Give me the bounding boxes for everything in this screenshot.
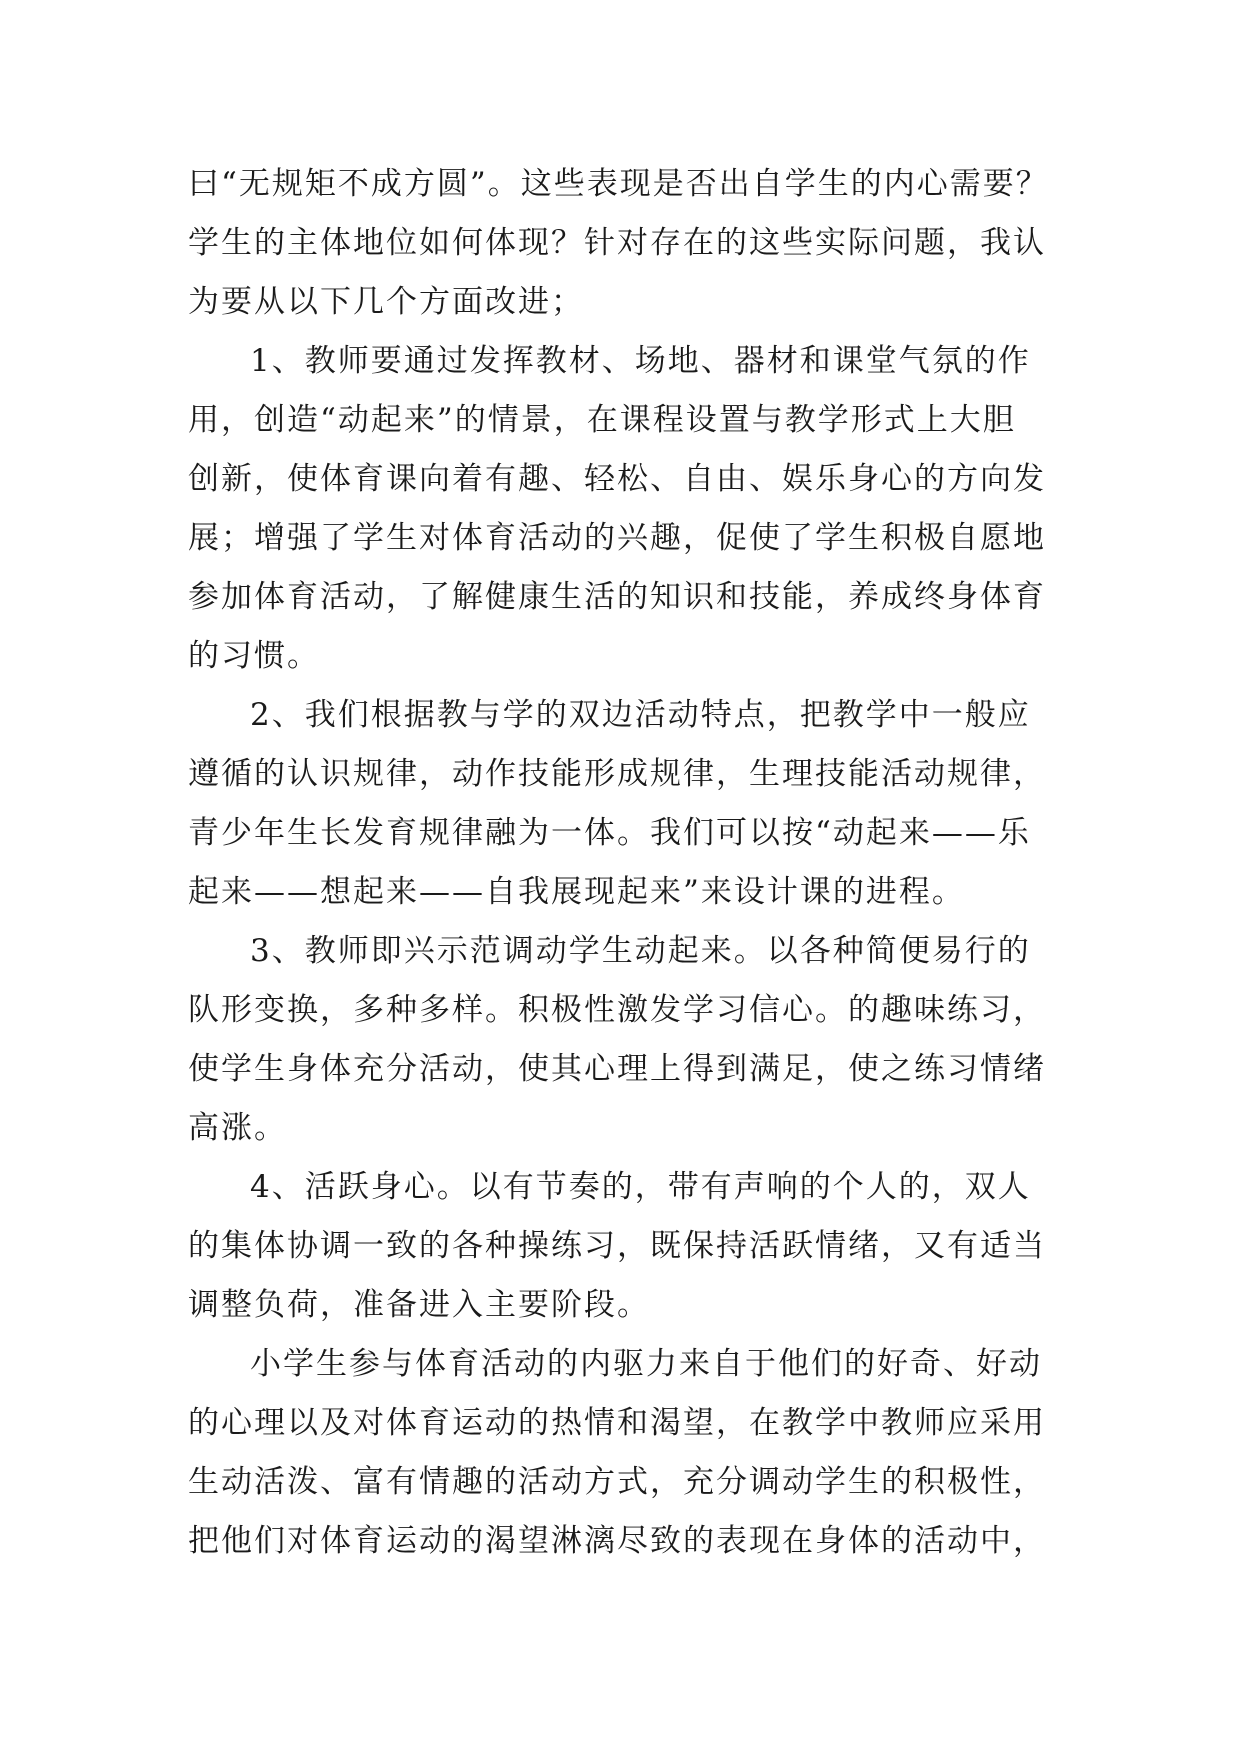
text-line: 队形变换，多种多样。积极性激发学习信心。的趣味练习， (188, 992, 1046, 1028)
text-line: 生动活泼、富有情趣的活动方式，充分调动学生的积极性， (188, 1464, 1046, 1500)
text-line: 为要从以下几个方面改进； (188, 284, 584, 320)
text-line: 使学生身体充分活动，使其心理上得到满足，使之练习情绪 (188, 1051, 1046, 1087)
text-line: 学生的主体地位如何体现？针对存在的这些实际问题，我认 (188, 225, 1046, 261)
text-line: 4、活跃身心。以有节奏的，带有声响的个人的，双人 (250, 1169, 1031, 1205)
text-line: 高涨。 (188, 1110, 287, 1146)
text-line: 展；增强了学生对体育活动的兴趣，促使了学生积极自愿地 (188, 520, 1046, 556)
paragraph-point-3 (188, 922, 1048, 1158)
text-line: 青少年生长发育规律融为一体。我们可以按“动起来——乐 (188, 815, 1031, 851)
text-line: 小学生参与体育活动的内驱力来自于他们的好奇、好动 (250, 1346, 1042, 1382)
text-line: 的习惯。 (188, 638, 320, 674)
text-line: 调整负荷，准备进入主要阶段。 (188, 1287, 650, 1323)
text-line: 参加体育活动，了解健康生活的知识和技能，养成终身体育 (188, 579, 1046, 615)
text-line: 遵循的认识规律，动作技能形成规律，生理技能活动规律， (188, 756, 1046, 792)
text-line: 1、教师要通过发挥教材、场地、器材和课堂气氛的作 (250, 343, 1031, 379)
text-line: 2、我们根据教与学的双边活动特点，把教学中一般应 (250, 697, 1031, 733)
paragraph-point-4 (188, 1158, 1048, 1335)
text-line: 的集体协调一致的各种操练习，既保持活跃情绪，又有适当 (188, 1228, 1046, 1264)
paragraph-point-1 (188, 332, 1048, 686)
paragraph-intro (188, 155, 1048, 332)
paragraph-point-2 (188, 686, 1048, 922)
document-body (188, 155, 1048, 1571)
text-line: 把他们对体育运动的渴望淋漓尽致的表现在身体的活动中， (188, 1523, 1046, 1559)
text-line: 起来——想起来——自我展现起来”来设计课的进程。 (188, 874, 965, 910)
paragraph-closing (188, 1335, 1048, 1571)
text-line: 创新，使体育课向着有趣、轻松、自由、娱乐身心的方向发 (188, 461, 1046, 497)
text-line: 曰“无规矩不成方圆”。这些表现是否出自学生的内心需要？ (188, 166, 1049, 202)
text-line: 的心理以及对体育运动的热情和渴望，在教学中教师应采用 (188, 1405, 1046, 1441)
text-line: 3、教师即兴示范调动学生动起来。以各种简便易行的 (250, 933, 1031, 969)
text-line: 用，创造“动起来”的情景，在课程设置与教学形式上大胆 (188, 402, 1016, 438)
